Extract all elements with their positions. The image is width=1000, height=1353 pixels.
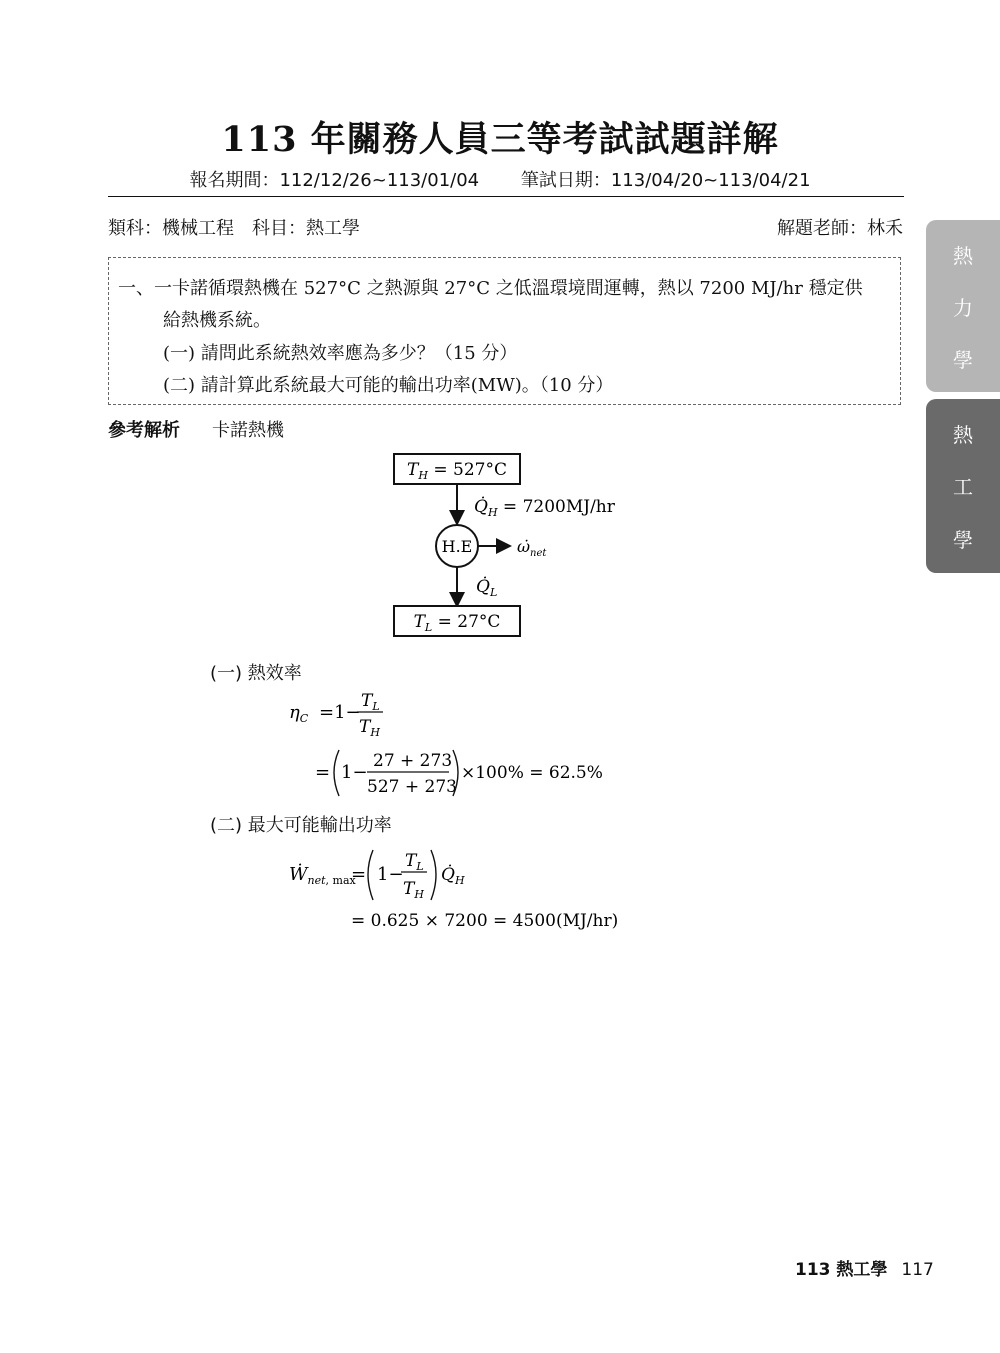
part1-heading: (一) 熱效率 <box>210 663 302 684</box>
eq2-right-paren <box>431 850 436 900</box>
answer-topic: 卡諾熱機 <box>212 420 284 441</box>
eq2-denominator: $T_H$ <box>403 879 424 901</box>
question-line-2: 給熱機系統。 <box>163 310 271 331</box>
eq2-numerator: $T_L$ <box>405 851 424 873</box>
question-part-2: (二) 請計算此系統最大可能的輸出功率(MW)。（10 分） <box>163 375 614 396</box>
heat-in-label: $Q̇_H = 7200MJ/hr$ <box>474 497 615 519</box>
page-number: 117 <box>901 1260 934 1280</box>
eq2-q-h: $Q̇_H$ <box>441 865 465 887</box>
eq2-one-minus: 1− <box>377 864 404 885</box>
eq1b-one-minus: 1− <box>341 762 368 783</box>
tab1-char-1: 熱 <box>953 243 973 268</box>
eq1b-left-paren <box>334 750 339 796</box>
category-subject: 類科：機械工程 科目：熱工學 <box>108 218 360 239</box>
eq1b-equals: = <box>315 762 331 783</box>
teacher-name: 解題老師：林禾 <box>777 218 903 239</box>
tab2-char-3: 學 <box>953 528 973 553</box>
eq1b-result: ×100% = 62.5% <box>461 763 603 783</box>
cold-reservoir-label: $T_L = 27^\circ C$ <box>413 612 501 634</box>
part2-heading: (二) 最大可能輸出功率 <box>210 815 392 836</box>
question-part-1: (一) 請問此系統熱效率應為多少？（15 分） <box>163 343 518 364</box>
page-footer <box>795 1255 934 1280</box>
eq2-result: = 0.625 × 7200 = 4500(MJ/hr) <box>351 911 619 931</box>
hot-reservoir-label: $T_H = 527^\circ C$ <box>407 460 507 482</box>
tab2-char-1: 熱 <box>953 422 973 447</box>
exam-dates-line <box>0 166 1000 192</box>
footer-subject: 113 熱工學 <box>795 1260 888 1280</box>
heat-engine-diagram <box>380 448 660 644</box>
eq1-denominator: $T_H$ <box>359 717 380 739</box>
w-net-max-symbol: Ẇ$_{net}$, max <box>289 864 356 887</box>
tab1-char-3: 學 <box>953 347 973 372</box>
answer-label: 參考解析 <box>108 420 180 441</box>
registration-period: 報名期間：112/12/26~113/01/04 <box>189 170 480 191</box>
heat-out-label: $Q̇_L$ <box>476 577 498 599</box>
question-line-1: 一、一卡諾循環熱機在 527°C 之熱源與 27°C 之低溫環境間運轉，熱以 7200 MJ/hr 穩定供 <box>118 278 863 299</box>
header-divider <box>108 196 904 197</box>
tab1-char-2: 力 <box>953 295 973 320</box>
page-title: 113 年關務人員三等考試試題詳解 <box>221 119 779 160</box>
max-power-equation <box>285 838 625 940</box>
exam-dates: 筆試日期：113/04/20~113/04/21 <box>520 170 811 191</box>
efficiency-equation <box>285 684 625 804</box>
tab2-char-2: 工 <box>953 475 973 500</box>
side-tab-thermal-engineering[interactable] <box>926 399 1000 573</box>
heat-engine-label: H.E <box>441 537 473 556</box>
eq1b-numerator: 27 + 273 <box>373 751 453 771</box>
eq1-numerator: $T_L$ <box>361 691 380 713</box>
side-tab-thermodynamics[interactable] <box>926 220 1000 392</box>
eta-symbol: $\eta_C$ <box>289 702 309 725</box>
eq2-equals: = <box>351 864 367 885</box>
eq1b-denominator: 527 + 273 <box>367 777 457 797</box>
eq2-left-paren <box>368 850 373 900</box>
work-out-label: $\omegȧ_{net}$ <box>517 537 547 559</box>
eq1-one-minus: =1− <box>319 702 361 723</box>
